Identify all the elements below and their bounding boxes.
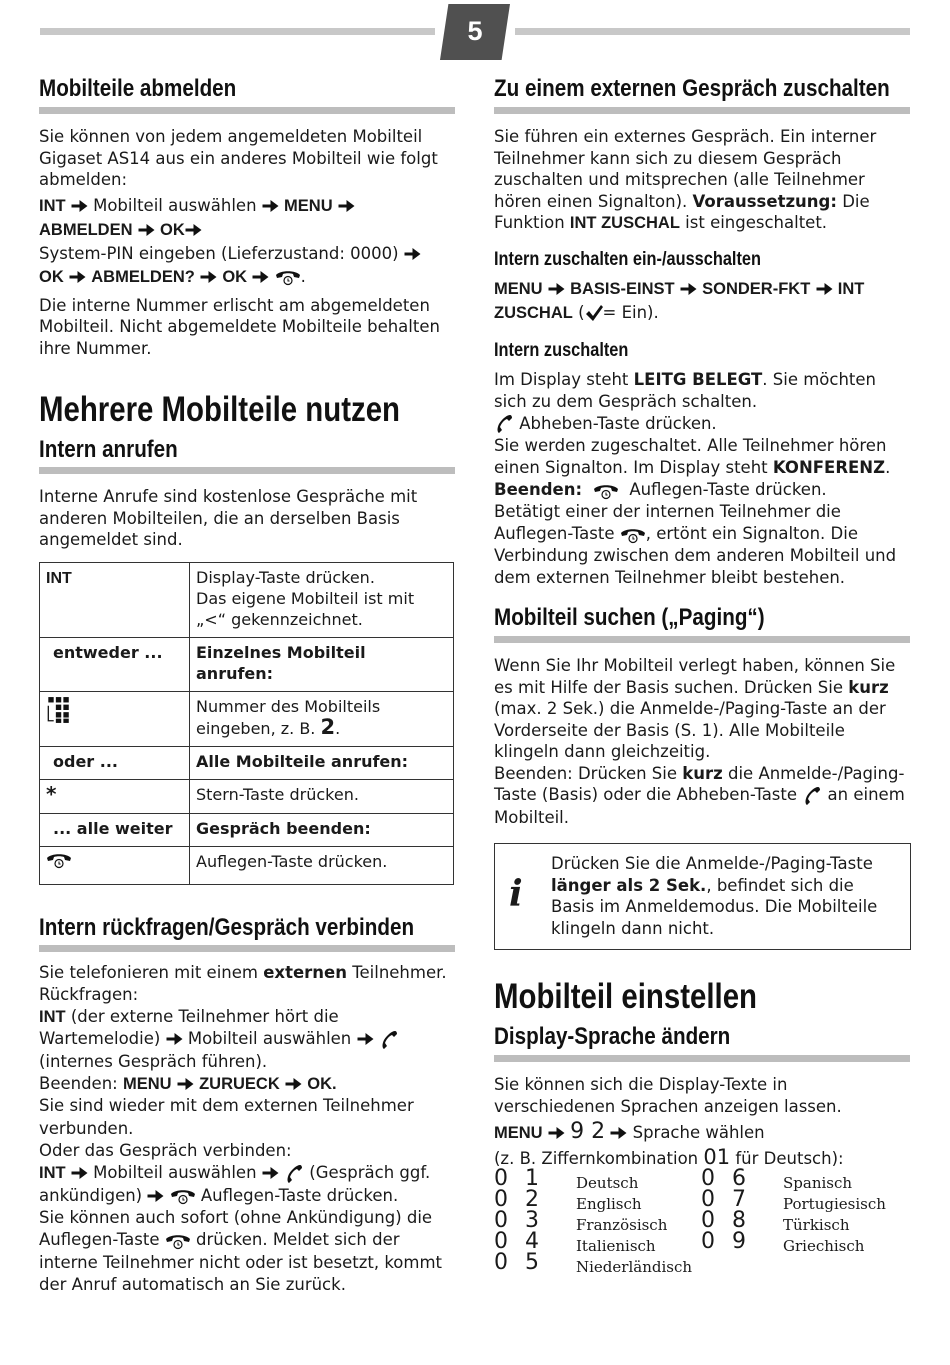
paragraph-rueckfragen [39, 962, 455, 1297]
arrow-icon [200, 270, 217, 284]
heading-intern-anrufen: Intern anrufen [39, 436, 178, 463]
step-sequence-sprache [494, 1120, 910, 1171]
hangup-key-icon [593, 482, 619, 500]
key-abmelden-question: ABMELDEN? [91, 267, 195, 286]
talk-key-icon [284, 1163, 304, 1185]
left-column [39, 74, 455, 1296]
arrow-icon [166, 1032, 183, 1046]
digits-92: 9 2 [570, 1119, 606, 1144]
text: Oder das Gespräch verbinden: [39, 1141, 292, 1161]
page-number: 5 [467, 16, 483, 46]
text: Sie sind wieder mit dem externen Teilnehmer verbunden. [39, 1096, 414, 1138]
table-cell: Gespräch beenden: [196, 818, 371, 838]
key-ok: OK [39, 267, 64, 286]
arrow-icon [262, 199, 279, 213]
arrow-icon [185, 223, 202, 237]
intern-anrufen-table [39, 562, 454, 885]
language-code: 0 5 [494, 1250, 544, 1275]
text: drücken. Meldet sich der interne Teilnehmer nicht oder ist besetzt, kommt der Anruf automatisch an Sie zurück. [39, 1230, 442, 1295]
check-icon [585, 304, 603, 322]
heading-mobilteile-abmelden: Mobilteile abmelden [39, 75, 237, 102]
language-name: Deutsch [576, 1174, 639, 1192]
table-row [40, 746, 454, 779]
arrow-icon [138, 223, 155, 237]
hangup-key-icon [275, 268, 301, 286]
key-int: INT [39, 196, 66, 215]
step-sequence-zuschal: MENU BASIS-EINST SONDER-FKT INT ZUSCHAL ( = Ein). [494, 279, 865, 322]
text-select: Mobilteil auswählen [93, 195, 257, 215]
text: Sprache wählen [632, 1123, 765, 1142]
table-row [40, 779, 454, 813]
table-row [40, 846, 454, 884]
key-int: INT [46, 569, 72, 587]
language-name: Portugiesisch [783, 1195, 886, 1213]
talk-key-icon [802, 785, 822, 807]
key-ok: OK [160, 220, 185, 239]
arrow-icon [404, 247, 421, 261]
text: die Anmelde-/Paging-Taste (Basis) oder die Abheben-Taste [494, 763, 905, 804]
text: Betätigt einer der internen Teilnehmer die Auflegen-Taste [494, 502, 841, 543]
text: (Gespräch ggf. ankündigen) [39, 1163, 431, 1205]
table-cell: Auflegen-Taste drücken. [196, 851, 388, 871]
table-cell: Display-Taste drücken. [196, 567, 375, 587]
key-menu: MENU [122, 1075, 172, 1094]
text-bold: kurz [848, 677, 889, 697]
arrow-icon [252, 270, 269, 284]
table-cell: Einzelnes Mobilteil anrufen: [196, 642, 366, 683]
info-box [494, 843, 911, 950]
arrow-icon [357, 1032, 374, 1046]
text: Wenn Sie Ihr Mobilteil verlegt haben, können Sie es mit Hilfe der Basis suchen. Drücken Sie [494, 656, 896, 697]
language-code: 0 6 [701, 1166, 751, 1191]
text-bold: kurz [682, 763, 723, 783]
text: Mobilteil auswählen [187, 1029, 352, 1049]
text: Die Funktion [494, 191, 870, 232]
text: = Ein). [602, 302, 659, 322]
text: Auflegen-Taste drücken. [200, 1185, 399, 1205]
header-rule-right [515, 28, 910, 35]
paragraph-intern-anrufen: Interne Anrufe sind kostenlose Gespräche mit anderen Mobilteilen, die an derselben Basis angemeldet sind. [39, 487, 418, 549]
keypad-icon [46, 696, 70, 724]
language-code: 0 4 [494, 1229, 544, 1254]
text: ist eingeschaltet. [685, 213, 828, 232]
table-row [40, 813, 454, 846]
info-text [551, 853, 896, 939]
arrow-icon [338, 199, 355, 213]
hangup-key-icon [170, 1187, 196, 1205]
table-cell: Das eigene Mobilteil ist mit „<“ gekennzeichnet. [196, 588, 415, 629]
language-name: Italienisch [576, 1237, 656, 1255]
text-bold: externen [263, 962, 347, 982]
heading-rule [494, 107, 910, 114]
star-key: * [46, 781, 57, 806]
text: . Sie möchten sich zu dem Gespräch schalten. [494, 369, 876, 411]
key-ok: OK [222, 267, 248, 286]
step-sequence-abmelden: INT Mobilteil auswählen MENU ABMELDEN OK System-PIN eingeben (Lieferzustand: 0000) OK ABMELDEN? OK . [39, 194, 455, 289]
heading-rule [39, 467, 455, 474]
paragraph-abmelden-intro: Sie können von jedem angemeldeten Mobilteil Gigaset AS14 aus ein anderes Mobilteil wie folgt abmelden: [39, 127, 438, 189]
text: Teilnehmer. [352, 962, 447, 982]
language-name: Türkisch [783, 1216, 850, 1234]
language-name: Französisch [576, 1216, 668, 1234]
text: Beenden: Drücken Sie [494, 763, 678, 783]
table-row [40, 637, 454, 691]
language-code: 0 2 [494, 1187, 544, 1212]
text-bold: Voraussetzung: [692, 191, 837, 211]
heading-rule [39, 945, 455, 952]
hangup-key-icon [165, 1232, 191, 1250]
arrow-icon [548, 282, 565, 296]
arrow-icon [816, 282, 833, 296]
paragraph-paging [494, 655, 910, 828]
digits-01: 01 [703, 1145, 731, 1169]
paragraph-zuschalten [494, 126, 910, 235]
digit: 2 [320, 714, 336, 739]
arrow-icon [147, 1189, 164, 1203]
text: Beenden: [39, 1074, 118, 1094]
heading-rule [494, 1055, 910, 1062]
language-list [494, 1168, 910, 1278]
text: Sie werden zugeschaltet. Alle Teilnehmer hören einen Signalton. Im Display steht [494, 436, 887, 477]
language-name: Spanisch [783, 1174, 853, 1192]
key-ok: OK. [307, 1075, 337, 1094]
key-menu: MENU [284, 196, 333, 215]
language-code: 0 3 [494, 1208, 544, 1233]
text: (internes Gespräch führen). [39, 1051, 268, 1071]
key-int: INT [39, 1164, 66, 1183]
heading-mobilteil-einstellen: Mobilteil einstellen [494, 977, 758, 1016]
table-cell: entweder ... [53, 642, 163, 662]
right-column [494, 74, 910, 828]
table-cell: ... alle weiter [53, 818, 173, 838]
language-code: 0 1 [494, 1166, 544, 1191]
text-bold: Beenden: [494, 480, 583, 499]
arrow-icon [69, 270, 86, 284]
paragraph-sprache: Sie können sich die Display-Texte in verschiedenen Sprachen anzeigen lassen. [494, 1075, 842, 1116]
key-abmelden: ABMELDEN [39, 220, 133, 239]
table-cell: Nummer des Mobilteils eingeben, z. B. [196, 696, 381, 738]
arrow-icon [71, 1166, 88, 1180]
text: an einem Mobilteil. [494, 785, 905, 827]
language-name: Englisch [576, 1195, 642, 1213]
heading-mobilteil-suchen: Mobilteil suchen („Paging“) [494, 604, 765, 631]
display-text: KONFERENZ [772, 458, 886, 477]
heading-intern-zuschalten-ein-aus: Intern zuschalten ein-/ausschalten [494, 248, 761, 270]
arrow-icon [680, 282, 697, 296]
key-basis-einst: BASIS-EINST [570, 279, 675, 298]
text: Sie können auch sofort (ohne Ankündigung) die Auflegen-Taste [39, 1208, 433, 1250]
heading-externes-zuschalten: Zu einem externen Gespräch zuschalten [494, 75, 890, 102]
language-code: 0 8 [701, 1208, 751, 1233]
paragraph-intern-zuschalten: Im Display steht LEITG BELEGT. Sie möchten sich zu dem Gespräch schalten. Abheben-Taste drücken. Sie werden zugeschaltet. Alle Teilnehmer hören einen Signalton. Im Display steht KONFERENZ. Beenden: Auflegen-Taste drücken. Betätigt einer der internen Teilnehmer die Auflegen-Taste , ertönt ein Signalton. Die Verbindung zwischen dem anderen Mobilteil und dem externen Teilnehmer bleibt bestehen. [494, 369, 897, 587]
table-row [40, 562, 454, 637]
key-int: INT [39, 1008, 66, 1027]
text: Im Display steht [494, 369, 629, 389]
right-column-lower [494, 976, 910, 1171]
hangup-key-icon [46, 851, 72, 869]
key-int-zuschal: INT ZUSCHAL [569, 214, 680, 232]
text: Auflegen-Taste drücken. [629, 480, 827, 499]
arrow-icon [262, 1166, 279, 1180]
arrow-icon [548, 1126, 565, 1140]
text: Sie telefonieren mit einem [39, 962, 258, 982]
language-name: Niederländisch [576, 1258, 693, 1276]
text: Drücken Sie die Anmelde-/Paging-Taste [551, 854, 873, 873]
text: Abheben-Taste drücken. [519, 413, 717, 433]
text: , befindet sich die Basis im Anmeldemodus. Die Mobilteile klingeln dann nicht. [551, 875, 878, 938]
heading-intern-rueckfragen: Intern rückfragen/Gespräch verbinden [39, 913, 415, 941]
arrow-icon [610, 1126, 627, 1140]
heading-rule [494, 636, 910, 643]
talk-key-icon [379, 1029, 399, 1051]
key-int-zuschal: INT ZUSCHAL [494, 279, 865, 322]
text-pin: System-PIN eingeben (Lieferzustand: 0000) [39, 243, 399, 263]
key-menu: MENU [494, 279, 543, 298]
text: Rückfragen: [39, 984, 139, 1004]
table-cell: Stern-Taste drücken. [196, 784, 359, 804]
hangup-key-icon [620, 526, 646, 544]
table-row: Nummer des Mobilteils eingeben, z. B. 2. [40, 691, 454, 746]
header-rule-left [40, 28, 435, 35]
language-code: 0 9 [701, 1229, 751, 1254]
text: (max. 2 Sek.) die Anmelde-/Paging-Taste an der Vorderseite der Basis (S. 1). Alle Mobilteile klingeln dann gleichzeitig. [494, 699, 886, 761]
arrow-icon [285, 1077, 302, 1091]
text: (z. B. Ziffernkombination [494, 1149, 699, 1168]
language-code: 0 7 [701, 1187, 751, 1212]
key-menu: MENU [494, 1124, 543, 1142]
paragraph-abmelden-note: Die interne Nummer erlischt am abgemeldeten Mobilteil. Nicht abgemeldete Mobilteile behalten ihre Nummer. [39, 295, 440, 358]
text: Mobilteil auswählen [93, 1163, 257, 1183]
text-bold: länger als 2 Sek. [551, 875, 707, 895]
text: Sie führen ein externes Gespräch. Ein interner Teilnehmer kann sich zu diesem Gespräch zuschalten und mitsprechen (alle Teilnehmer hören einen Signalton). [494, 127, 877, 211]
arrow-icon [71, 199, 88, 213]
info-icon: i [509, 873, 523, 915]
language-name: Griechisch [783, 1237, 865, 1255]
table-cell: Alle Mobilteile anrufen: [196, 751, 409, 771]
text: für Deutsch): [735, 1149, 844, 1168]
heading-intern-zuschalten: Intern zuschalten [494, 339, 629, 361]
table-cell: oder ... [53, 751, 118, 771]
key-sonder-fkt: SONDER-FKT [702, 279, 811, 298]
display-text: LEITG BELEGT [633, 369, 763, 389]
key-zurueck: ZURUECK [199, 1075, 280, 1094]
heading-display-sprache: Display-Sprache ändern [494, 1023, 731, 1050]
heading-mehrere-mobilteile: Mehrere Mobilteile nutzen [39, 390, 401, 429]
talk-key-icon [494, 413, 514, 435]
heading-rule [39, 107, 455, 114]
arrow-icon [177, 1077, 194, 1091]
text: , ertönt ein Signalton. Die Verbindung zwischen dem anderen Mobilteil und dem externen Teilnehmer bleibt bestehen. [494, 524, 897, 587]
text: (der externe Teilnehmer hört die Wartemelodie) [39, 1007, 339, 1049]
